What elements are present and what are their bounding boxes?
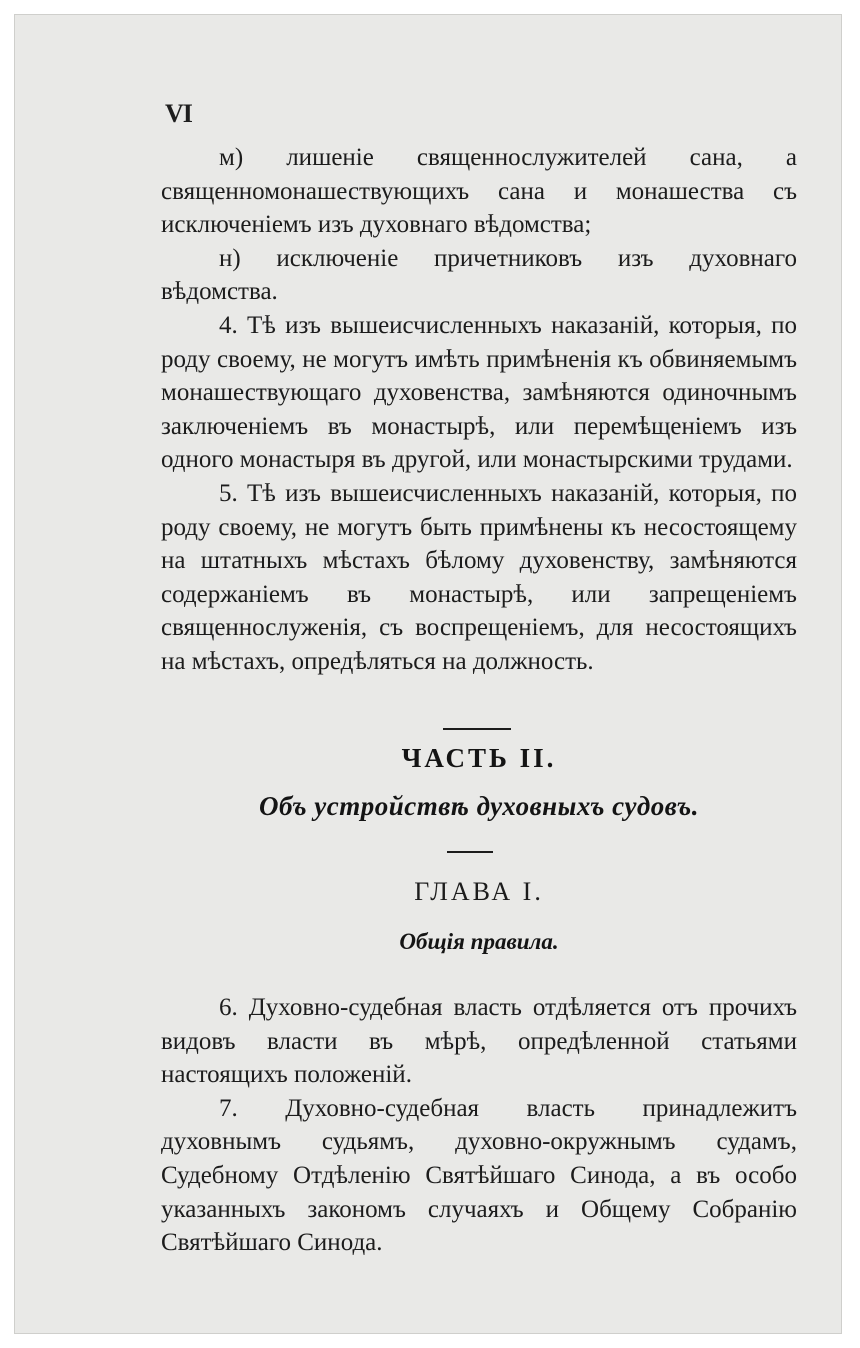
body-text-bottom bbox=[161, 991, 797, 1260]
paragraph-6: 6. Духовно-судебная власть отдѣляется отъ прочихъ видовъ власти въ мѣрѣ, опредѣленной статьями настоящихъ положеній. bbox=[161, 994, 797, 1089]
divider-rule-short bbox=[447, 851, 493, 853]
paragraph-5: 5. Тѣ изъ вышеисчисленныхъ наказаній, которыя, по роду своему, не могутъ быть примѣнены къ несостоящему на штатныхъ мѣстахъ бѣлому духовенству, замѣняются содержаніемъ въ монастырѣ, или запрещеніемъ священнослуженія, съ воспрещеніемъ, для несостоящихъ на мѣстахъ, опредѣляться на должность. bbox=[161, 479, 797, 675]
paragraph-7: 7. Духовно-судебная власть принадлежитъ духовнымъ судьямъ, духовно-окружнымъ судамъ, Судебному Отдѣленію Святѣйшаго Синода, а въ особо указанныхъ закономъ случаяхъ и Общему Собранію Святѣйшаго Синода. bbox=[161, 1094, 797, 1257]
body-text-top bbox=[161, 141, 797, 679]
page-number: VI bbox=[165, 99, 192, 128]
part-subtitle: Объ устройствѣ духовныхъ судовъ. bbox=[259, 791, 699, 821]
section-title: Общія правила. bbox=[399, 929, 559, 954]
book-page bbox=[14, 14, 842, 1334]
divider-rule bbox=[443, 728, 511, 730]
part-title: ЧАСТЬ II. bbox=[401, 743, 557, 773]
paragraph-m: м) лишеніе священнослужителей сана, а священномонашествующихъ сана и монашества съ исключеніемъ изъ духовнаго вѣдомства; bbox=[161, 144, 797, 239]
paragraph-4: 4. Тѣ изъ вышеисчисленныхъ наказаній, которыя, по роду своему, не могутъ имѣть примѣненія къ обвиняемымъ монашествующаго духовенства, замѣняются одиночнымъ заключеніемъ въ монастырѣ, или перемѣщеніемъ изъ одного монастыря въ другой, или монастырскими трудами. bbox=[161, 311, 797, 474]
chapter-title: ГЛАВА I. bbox=[414, 877, 544, 906]
paragraph-n: н) исключеніе причетниковъ изъ духовнаго вѣдомства. bbox=[161, 244, 797, 306]
